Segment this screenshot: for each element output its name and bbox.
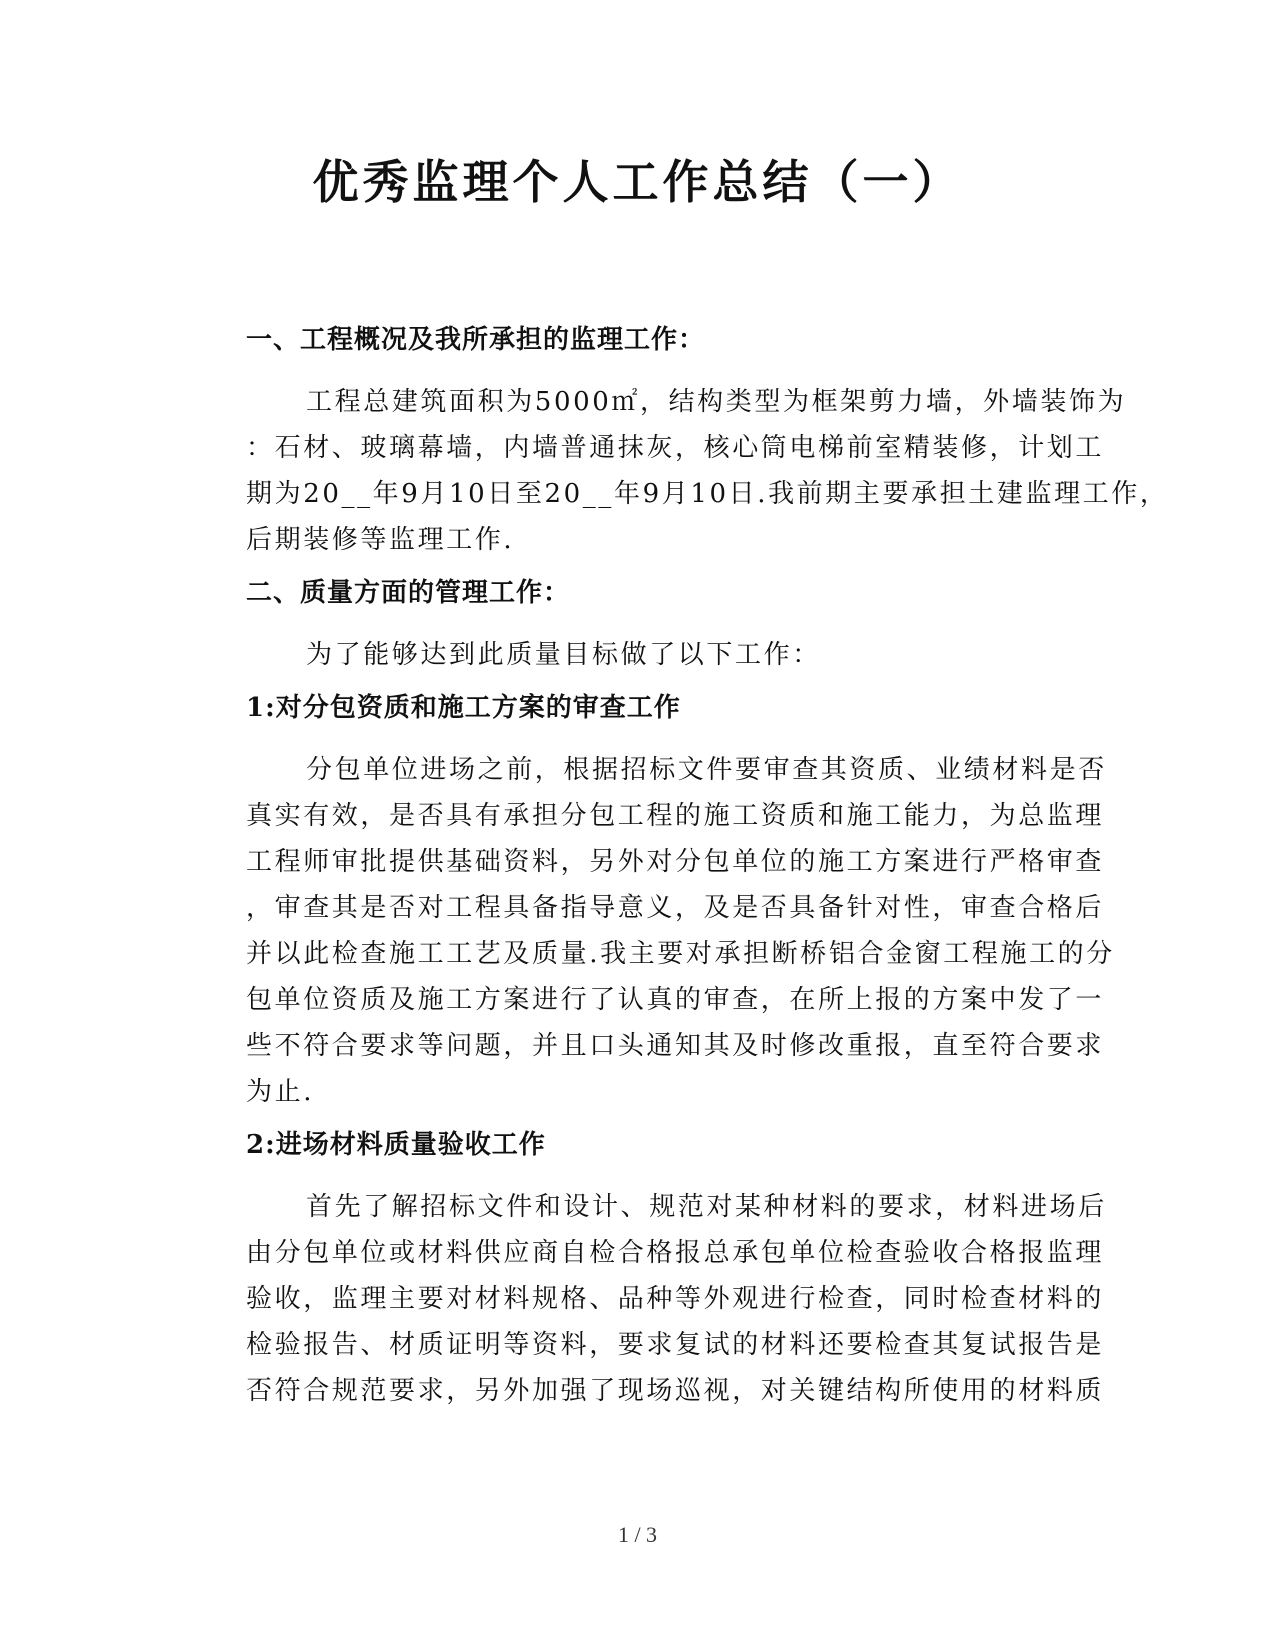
section-heading-overview: 一、工程概况及我所承担的监理工作：: [246, 325, 706, 355]
text-line: 为了能够达到此质量目标做了以下工作：: [306, 640, 821, 670]
text-line: ：石材、玻璃幕墙，内墙普通抹灰，核心筒电梯前室精装修，计划工: [246, 433, 1105, 463]
text-line: 为止.: [246, 1077, 315, 1107]
text-line: 期为20__年9月10日至20__年9月10日.我前期主要承担土建监理工作，: [246, 479, 1169, 509]
text-line: 否符合规范要求，另外加强了现场巡视，对关键结构所使用的材料质: [246, 1376, 1105, 1406]
section-heading-quality: 二、质量方面的管理工作：: [246, 578, 571, 608]
section-heading-subcontractor-review: 1:对分包资质和施工方案的审查工作: [246, 693, 681, 723]
text-line: 后期装修等监理工作.: [246, 525, 515, 555]
text-line: 检验报告、材质证明等资料，要求复试的材料还要检查其复试报告是: [246, 1330, 1105, 1360]
text-line: 真实有效，是否具有承担分包工程的施工资质和施工能力，为总监理: [246, 801, 1105, 831]
text-line: 些不符合要求等问题，并且口头通知其及时修改重报，直至符合要求: [246, 1031, 1105, 1061]
page-number: 1 / 3: [617, 1522, 658, 1547]
document-body: [186, 322, 1169, 1426]
text-line: 由分包单位或材料供应商自检合格报总承包单位检查验收合格报监理: [246, 1238, 1105, 1268]
text-line: 验收，监理主要对材料规格、品种等外观进行检查，同时检查材料的: [246, 1284, 1105, 1314]
text-line: 工程总建筑面积为5000㎡，结构类型为框架剪力墙，外墙装饰为: [306, 387, 1127, 417]
paragraph-overview: [186, 379, 1169, 563]
document-title: 优秀监理个人工作总结（一）: [312, 155, 963, 209]
text-line: 包单位资质及施工方案进行了认真的审查，在所上报的方案中发了一: [246, 985, 1105, 1015]
paragraph-quality-intro: [186, 632, 1054, 678]
text-line: 工程师审批提供基础资料，另外对分包单位的施工方案进行严格审查: [246, 847, 1105, 877]
text-line: 首先了解招标文件和设计、规范对某种材料的要求，材料进场后: [306, 1192, 1107, 1222]
text-line: ，审查其是否对工程具备指导意义，及是否具备针对性，审查合格后: [246, 893, 1105, 923]
text-line: 分包单位进场之前，根据招标文件要审查其资质、业绩材料是否: [306, 755, 1107, 785]
section-heading-material-inspection: 2:进场材料质量验收工作: [246, 1130, 546, 1160]
paragraph-material-inspection: [186, 1184, 1107, 1414]
paragraph-subcontractor-review: [186, 747, 1115, 1115]
text-line: 并以此检查施工工艺及质量.我主要对承担断桥铝合金窗工程施工的分: [246, 939, 1115, 969]
